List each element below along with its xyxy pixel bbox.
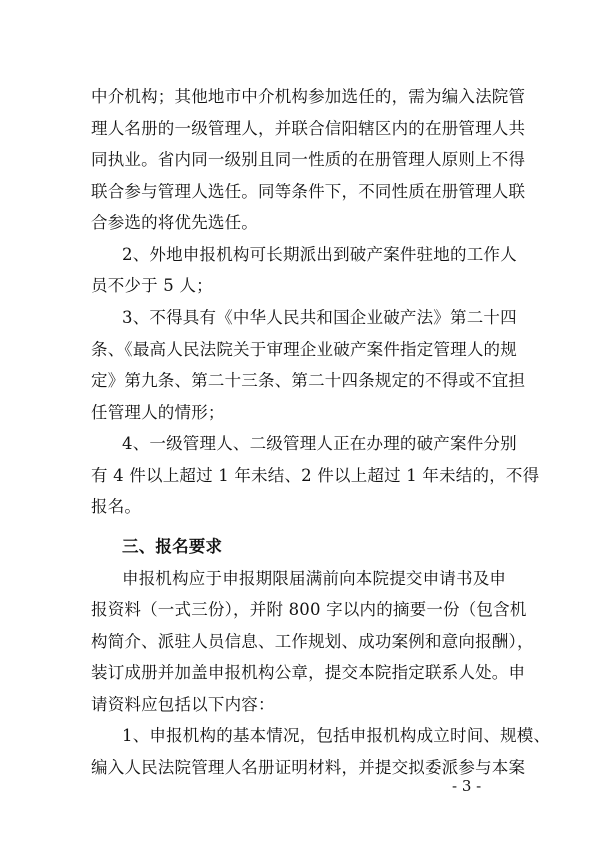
body-line: 联合参与管理人选任。同等条件下，不同性质在册管理人联 xyxy=(91,182,526,201)
list-item-4-line: 4、一级管理人、二级管理人正在办理的破产案件分别 xyxy=(122,434,517,453)
list-item-3-line: 任管理人的情形； xyxy=(91,403,225,422)
list-item-4-line: 有 4 件以上超过 1 年未结、2 件以上超过 1 年未结的，不得 xyxy=(91,466,540,485)
list-item-3-line: 条、《最高人民法院关于审理企业破产案件指定管理人的规 xyxy=(91,340,517,359)
list-item-4-line: 报名。 xyxy=(91,497,142,516)
body-line: 中介机构；其他地市中介机构参加选任的，需为编入法院管 xyxy=(91,87,526,106)
body-line: 1、申报机构的基本情况，包括申报机构成立时间、规模、 xyxy=(122,726,551,745)
body-line: 申报机构应于申报期限届满前向本院提交申请书及申 xyxy=(122,569,507,588)
page-number: - 3 - xyxy=(452,777,482,795)
body-line: 合参选的将优先选任。 xyxy=(91,213,258,232)
list-item-3-line: 3、不得具有《中华人民共和国企业破产法》第二十四 xyxy=(122,308,517,327)
list-item-2-line: 员不少于 5 人； xyxy=(91,276,213,295)
body-line: 构简介、派驻人员信息、工作规划、成功案例和意向报酬）， xyxy=(91,632,534,651)
body-line: 编入人民法院管理人名册证明材料，并提交拟委派参与本案 xyxy=(91,758,526,777)
body-line: 报资料（一式三份），并附 800 字以内的摘要一份（包含机 xyxy=(91,600,527,619)
list-item-3-line: 定》第九条、第二十三条、第二十四条规定的不得或不宜担 xyxy=(91,371,526,390)
body-line: 同执业。省内同一级别且同一性质的在册管理人原则上不得 xyxy=(91,150,526,169)
list-item-2-line: 2、外地申报机构可长期派出到破产案件驻地的工作人 xyxy=(122,245,517,264)
section-heading: 三、报名要求 xyxy=(122,537,223,556)
body-line: 请资料应包括以下内容： xyxy=(91,695,275,714)
body-line: 装订成册并加盖申报机构公章，提交本院指定联系人处。申 xyxy=(91,663,526,682)
body-line: 理人名册的一级管理人，并联合信阳辖区内的在册管理人共 xyxy=(91,119,526,138)
